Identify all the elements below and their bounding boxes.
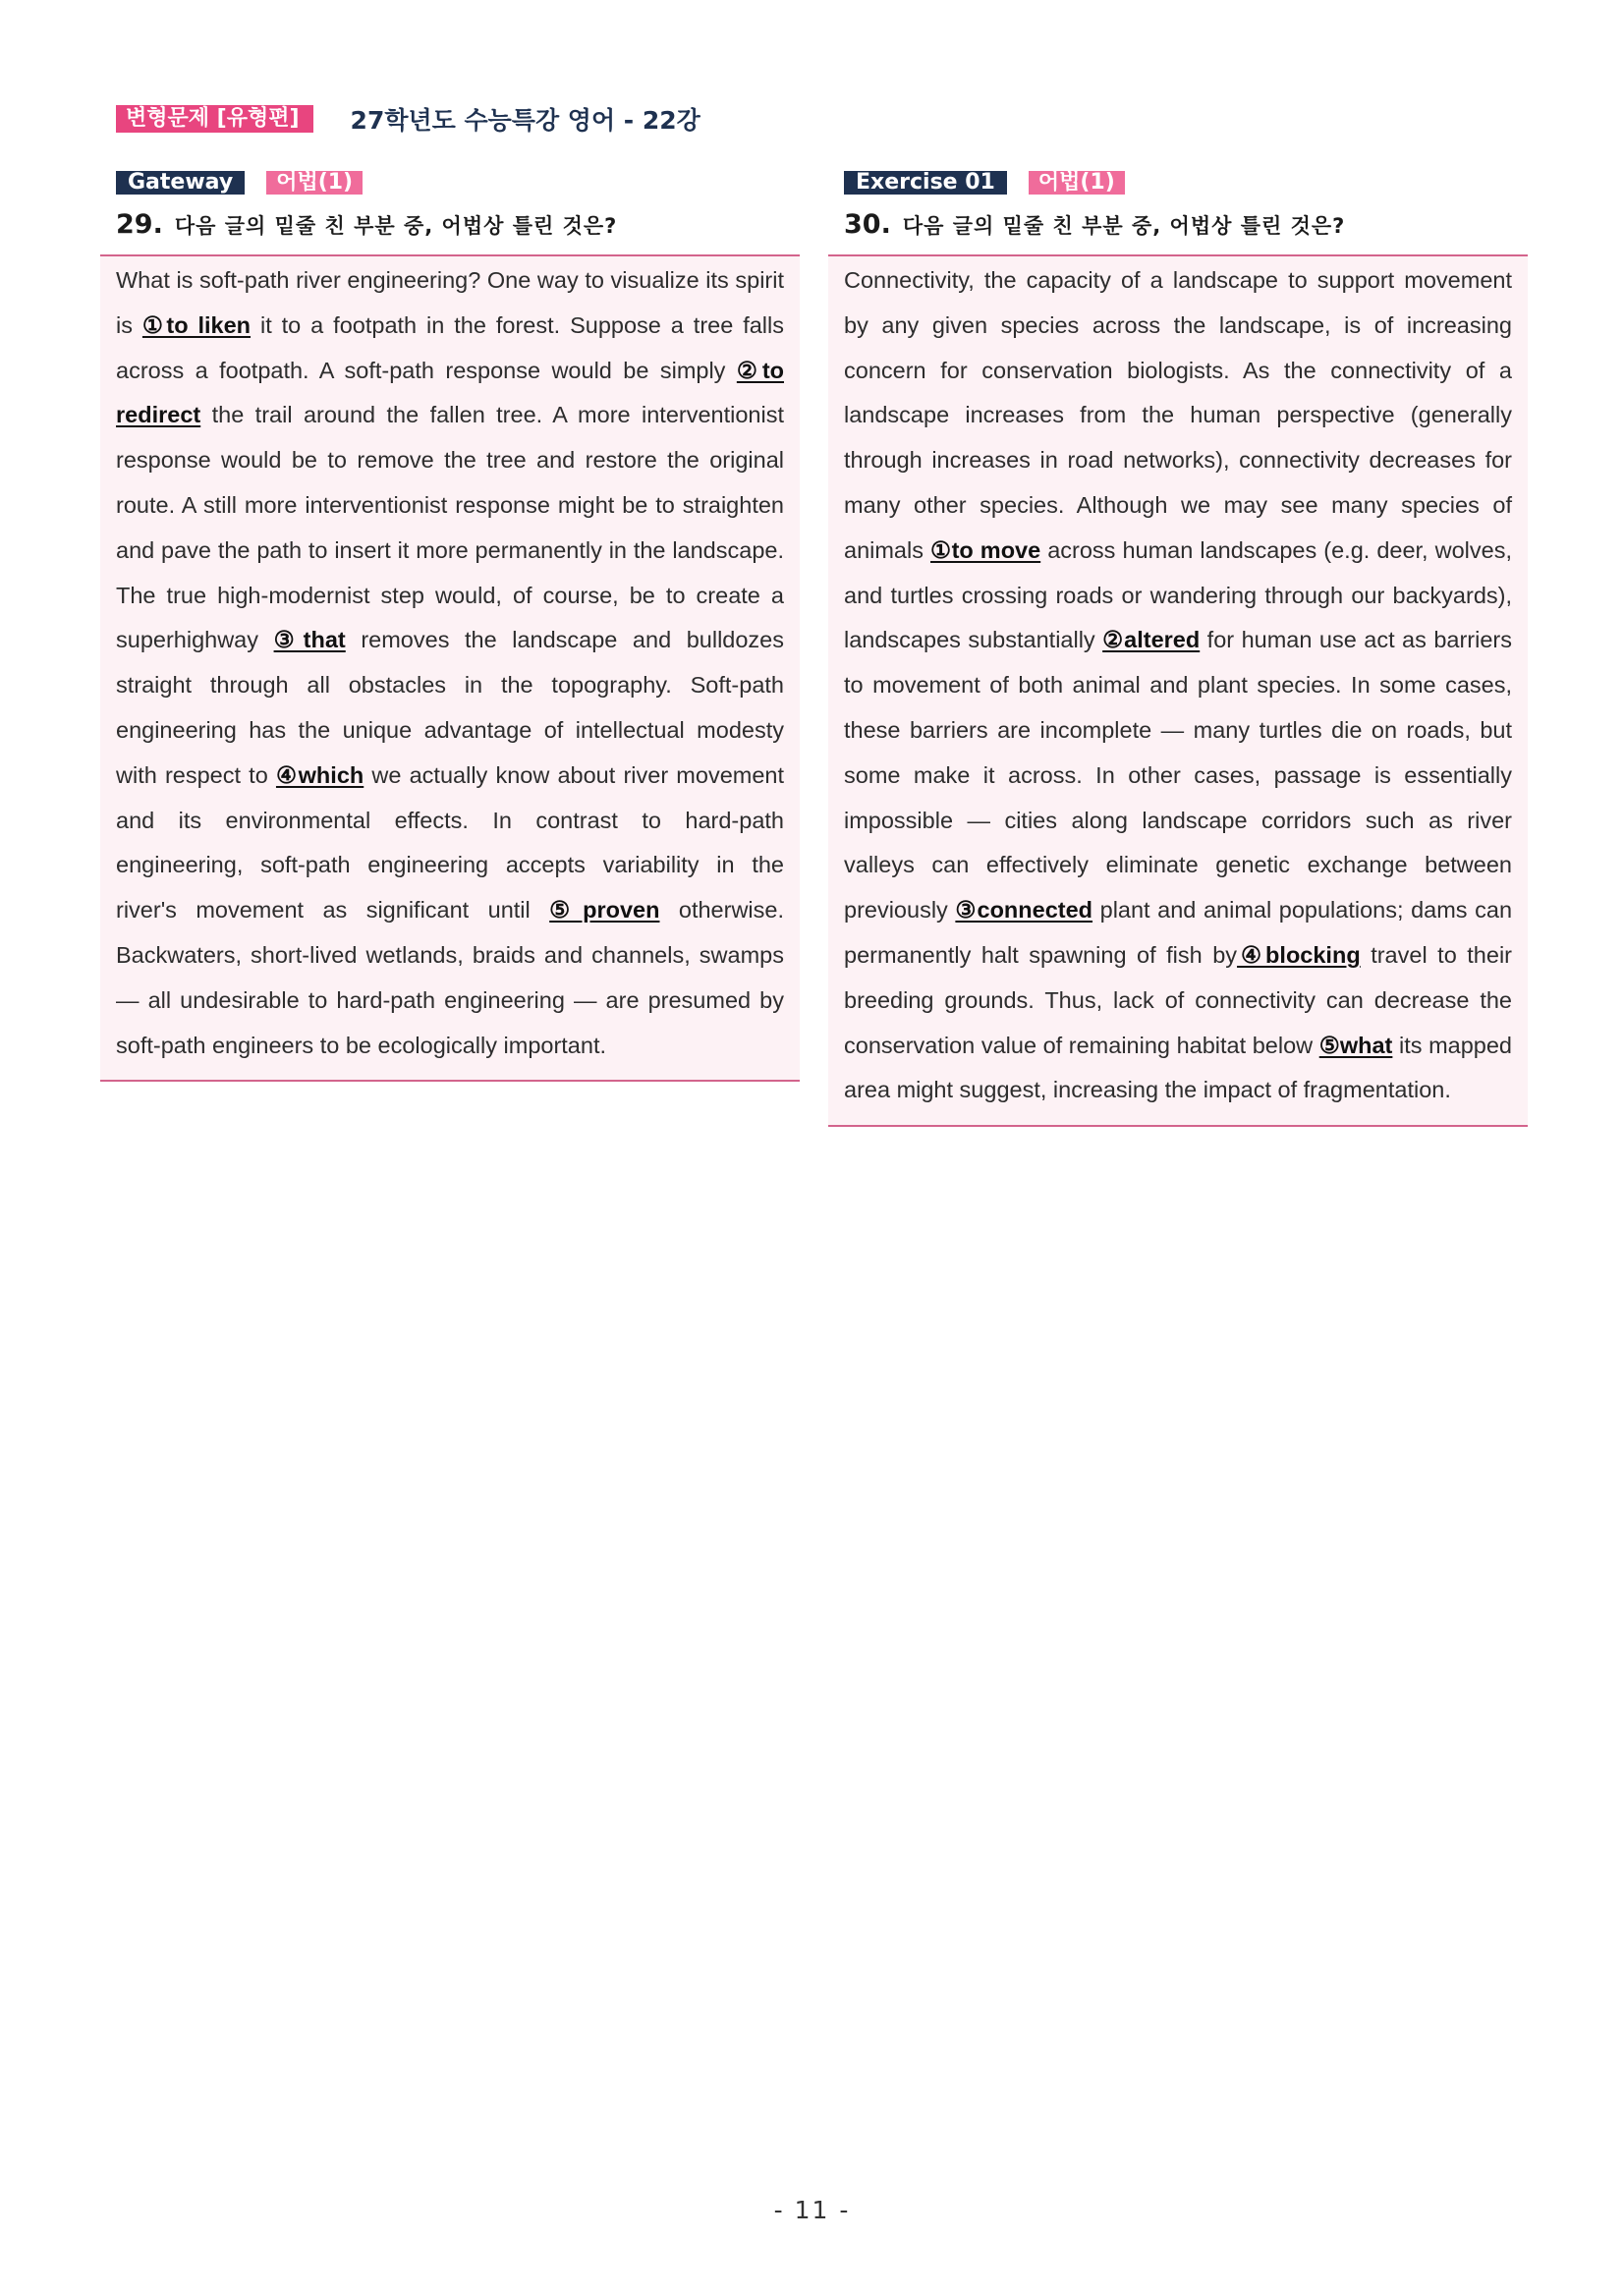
passage-segment: across human landscapes (e.g. deer, wolves, and turtles crossing roads or wandering through our backyards), landscapes substantially xyxy=(844,536,1512,653)
gateway-tag: Gateway xyxy=(116,171,245,195)
underlined-option-2: ②altered xyxy=(1102,627,1201,653)
category-badge: 변형문제 [유형편] xyxy=(116,105,313,133)
grammar-tag: 어법(1) xyxy=(266,171,363,195)
passage-segment: it to a footpath in the forest. Suppose a tree falls across a footpath. A soft-path response would be simply xyxy=(116,311,785,383)
passage-segment: we actually know about river movement and its environmental effects. In contrast to hard-path engineering, soft-path engineering accepts variability in the river's movement as significant until xyxy=(116,761,785,924)
page-title: 27학년도 수능특강 영어 - 22강 xyxy=(350,106,700,135)
question-text: 다음 글의 밑줄 친 부분 중, 어법상 틀린 것은? xyxy=(174,214,618,238)
passage-box xyxy=(828,254,1528,1127)
question-text: 다음 글의 밑줄 친 부분 중, 어법상 틀린 것은? xyxy=(902,214,1346,238)
passage-segment: for human use act as barriers to movement of both animal and plant species. In some cases, these barriers are incomplete — many turtles die on roads, but some make it across. In other cases, passage is essentially impossible — cities along landscape corridors such as river valleys can effectively eliminate genetic exchange between previously xyxy=(844,627,1513,924)
passage-segment: travel to their breeding grounds. Thus, lack of connectivity can decrease the conservation value of remaining habitat below xyxy=(844,941,1512,1058)
underlined-option-3: ③that xyxy=(273,627,346,653)
question-number: 30. xyxy=(844,209,891,240)
passage-segment: its mapped area might suggest, increasing the impact of fragmentation. xyxy=(844,1032,1512,1103)
passage-text xyxy=(844,258,1512,1113)
page-header xyxy=(116,104,700,134)
underlined-option-1: ①to liken xyxy=(141,311,252,338)
passage-segment: the trail around the fallen tree. A more interventionist response would be to remove the tree and restore the original route. A still more interventionist response might be to straighten and pave the path to insert it more permanently in the landscape. The true high-modernist step would, of course, be to create a superhighway xyxy=(116,402,784,653)
exercise-tag: Exercise 01 xyxy=(844,171,1007,195)
passage-segment: What is soft-path river engineering? One way to visualize its spirit is xyxy=(116,267,784,338)
passage-text xyxy=(116,258,784,1068)
underlined-option-2: ②to redirect xyxy=(116,357,784,428)
question-number: 29. xyxy=(116,209,163,240)
passage-segment: Connectivity, the capacity of a landscape to support movement by any given species across the landscape, is of increasing concern for conservation biologists. As the connectivity of a landscape increases from the human perspective (generally through increases in road networks), connectivity decreases for many other species. Although we may see many species of animals xyxy=(844,267,1512,563)
passage-box xyxy=(100,254,800,1082)
underlined-option-4: ④blocking xyxy=(1237,941,1361,968)
underlined-option-5: ⑤proven xyxy=(549,897,660,924)
underlined-option-5: ⑤what xyxy=(1318,1032,1393,1058)
question-29-column xyxy=(100,171,800,1082)
grammar-tag: 어법(1) xyxy=(1029,171,1125,195)
underlined-option-4: ④which xyxy=(275,761,364,788)
underlined-option-3: ③connected xyxy=(955,897,1093,924)
question-30-column xyxy=(828,171,1528,1127)
passage-segment: plant and animal populations; dams can permanently halt spawning of fish by xyxy=(844,897,1513,968)
question-prompt xyxy=(828,209,1528,241)
question-prompt xyxy=(100,209,800,241)
passage-segment: removes the landscape and bulldozes straight through all obstacles in the topography. Soft-path engineering has the unique advantage of intellectual modesty with respect to xyxy=(116,627,784,788)
passage-segment: otherwise. Backwaters, short-lived wetlands, braids and channels, swamps — all undesirable to hard-path engineering — are presumed by soft-path engineers to be ecologically important. xyxy=(116,897,784,1058)
question-tags xyxy=(100,171,800,195)
underlined-option-1: ①to move xyxy=(930,536,1041,563)
question-tags xyxy=(828,171,1528,195)
page-number: - 11 - xyxy=(773,2196,851,2224)
